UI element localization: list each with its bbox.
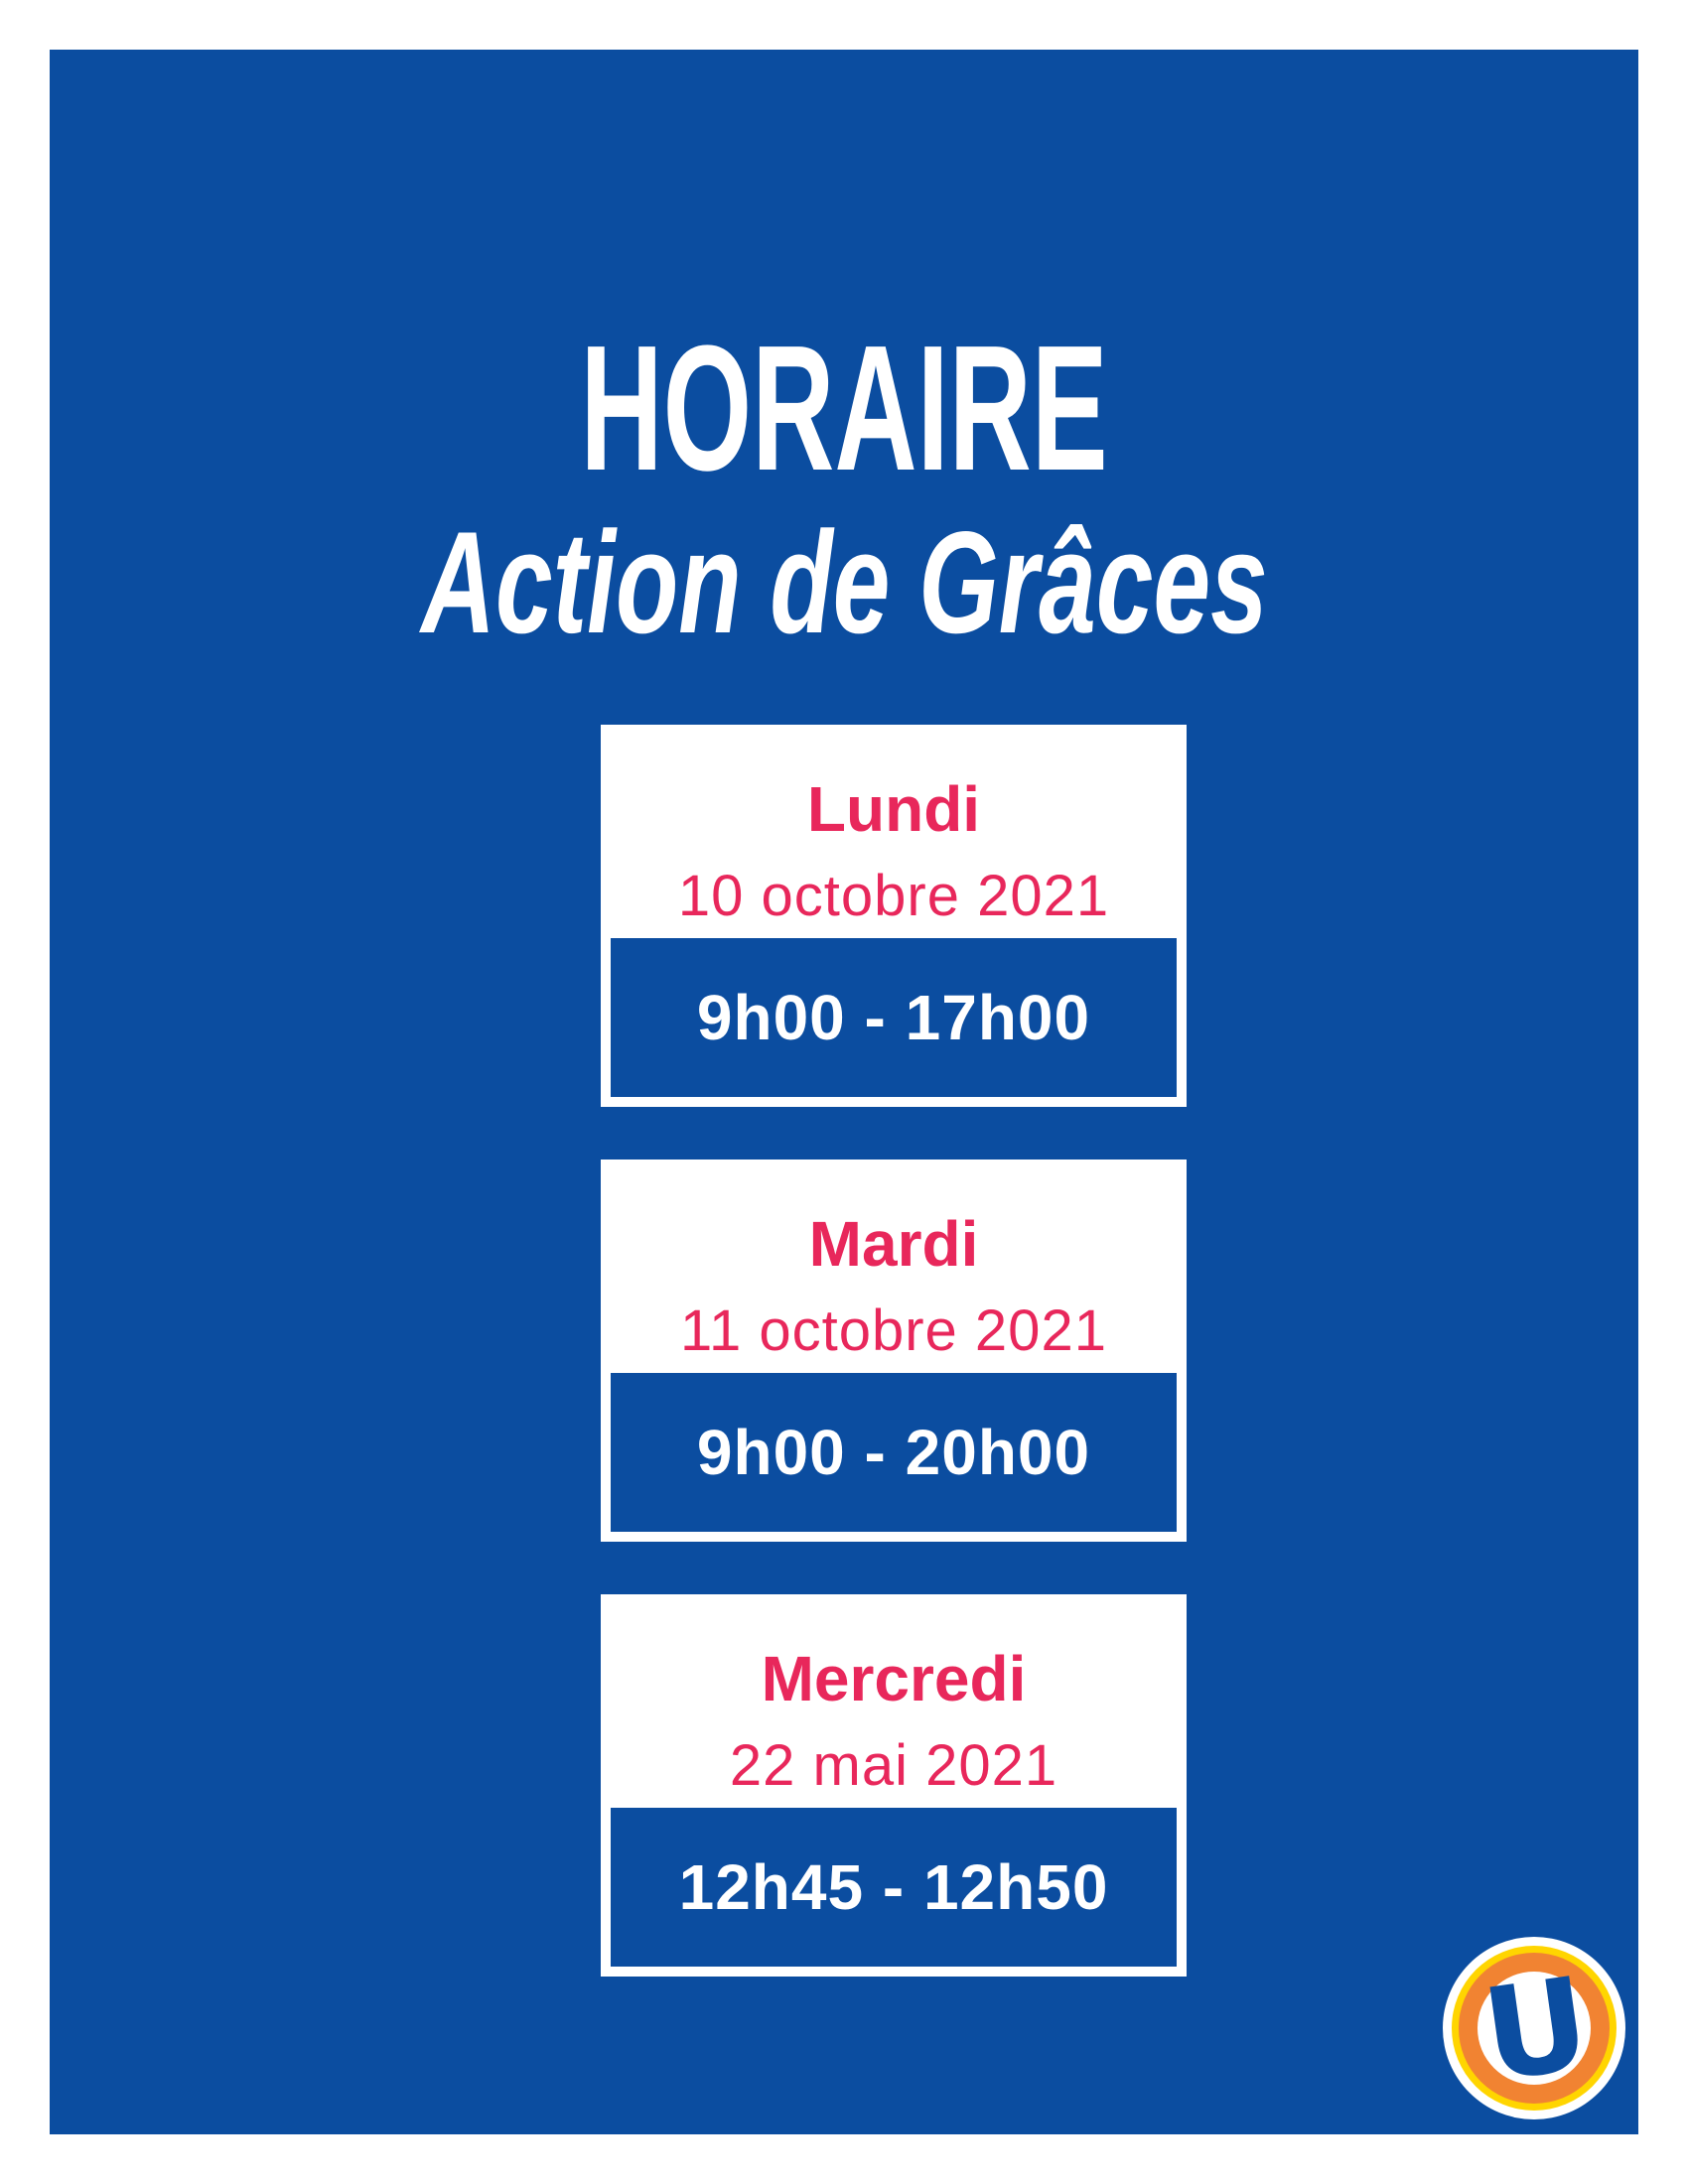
hours-band bbox=[611, 938, 1177, 1097]
day-label: Mardi bbox=[808, 1208, 979, 1280]
schedule-card-monday bbox=[601, 725, 1187, 1107]
hours-band bbox=[611, 1808, 1177, 1967]
day-label: Lundi bbox=[806, 773, 981, 845]
logo-letter-u: U bbox=[1475, 1950, 1599, 2112]
page-title-text: HORAIRE bbox=[580, 309, 1108, 508]
day-label: Mercredi bbox=[761, 1643, 1027, 1714]
brand-logo bbox=[1443, 1937, 1625, 2119]
page-subtitle-text: Action de Grâces bbox=[420, 501, 1268, 663]
schedule-card-tuesday bbox=[601, 1160, 1187, 1542]
page-subtitle bbox=[50, 501, 1638, 663]
hours-label: 9h00 - 20h00 bbox=[696, 1417, 1091, 1488]
hours-label: 9h00 - 17h00 bbox=[696, 982, 1091, 1053]
schedule-card-wednesday bbox=[601, 1594, 1187, 1977]
date-label: 10 octobre 2021 bbox=[677, 864, 1110, 928]
hours-label: 12h45 - 12h50 bbox=[678, 1851, 1109, 1923]
date-label: 11 octobre 2021 bbox=[680, 1298, 1107, 1363]
page-title bbox=[50, 309, 1638, 508]
hours-band bbox=[611, 1373, 1177, 1532]
date-label: 22 mai 2021 bbox=[729, 1733, 1058, 1798]
blue-background-panel bbox=[50, 50, 1638, 2134]
